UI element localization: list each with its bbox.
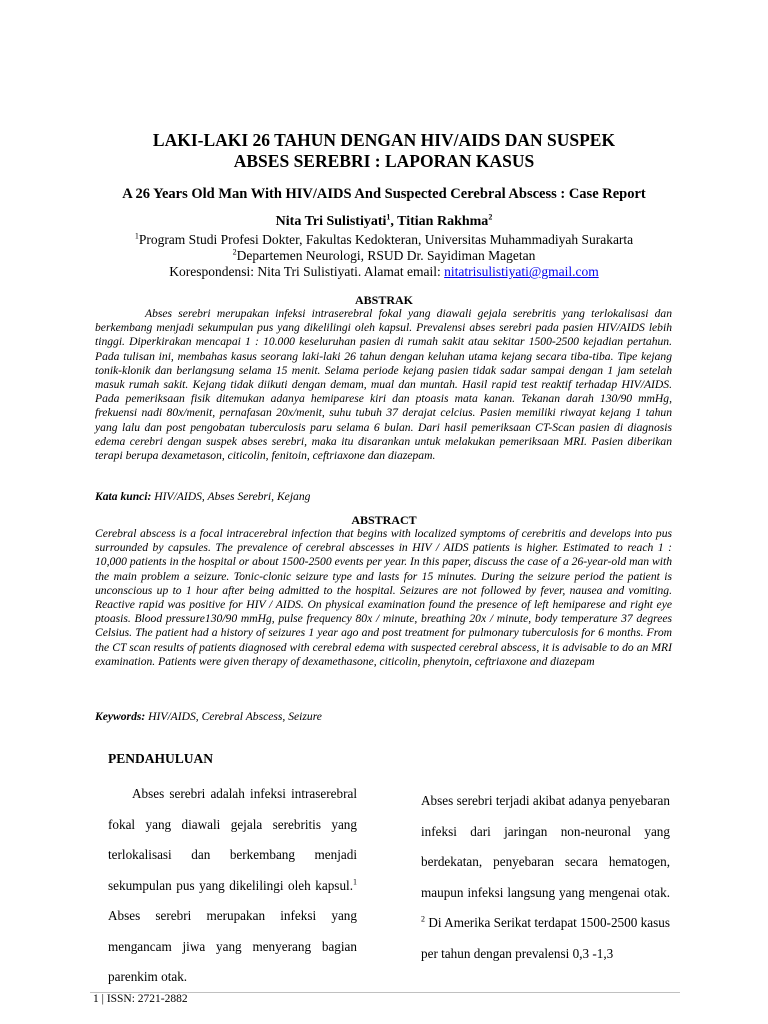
section-heading-pendahuluan: PENDAHULUAN [108,751,214,766]
kata-kunci [95,490,672,503]
affil-2-text: Departemen Neurologi, RSUD Dr. Sayidiman Magetan [236,248,536,263]
correspondence [0,264,768,280]
intro-left-column [108,779,357,993]
citation-2: 2 [421,914,425,924]
kata-kunci-label: Kata kunci: [95,490,152,503]
intro-right-column [421,786,670,969]
issn: ISSN: 2721-2882 [106,993,188,1005]
paper-title [0,130,768,172]
kata-kunci-text: HIV/AIDS, Abses Serebri, Kejang [151,490,311,503]
affil-1-text: Program Studi Profesi Dokter, Fakultas Kedokteran, Universitas Muhammadiyah Surakarta [138,232,634,247]
keywords [95,710,672,723]
author-list [0,214,768,230]
intro-right-text-a: Abses serebri terjadi akibat adanya penyebaran infeksi dari jaringan non-neuronal yang berdekatan, penyebaran secara hematogen, maupun infeksi langsung yang mengenai otak. [421,793,670,900]
abstrak-body: Abses serebri merupakan infeksi intraserebral fokal yang diawali gejala serebritis yang terlokalisasi dan berkembang menjadi sekumpulan pus yang dikelilingi oleh kapsul. Prevalensi abses serebri pada pasien HIV/AIDS lebih tinggi. Diperkirakan mencapai 1 : 10.000 keseluruhan pasien di rumah sakit atau sekitar 1500-2500 kejadian pertahun. Pada tulisan ini, membahas kasus seorang laki-laki 26 tahun dengan keluhan utama kejang secara tiba-tiba. Tipe kejang tonik-klonik dan berlangsung selama 15 menit. Selama periode kejang pasien tidak sadar sampai dengan 1 jam setelah masuk rumah sakit. Kejang tidak diikuti dengan demam, mual dan muntah. Hasil rapid test reaktif terhadap HIV/AIDS. Pada pemeriksaan fisik ditemukan adanya hemiparese kiri dan ptoasis mata kanan. Tekanan darah 130/90 mmHg, frekuensi nadi 80x/menit, pernafasan 20x/menit, suhu tubuh 37 derajat celcius. Pasien memiliki riwayat kejang 1 tahun yang lalu dan post pengobatan tuberculosis paru selama 6 bulan. Dari hasil pemeriksaan CT-Scan pasien di diagnosis edema cerebri dengan suspek abses serebri, maka itu disarankan untuk melakukan pemeriksaan MRI. Pasien diberikan terapi berupa dexametason, citicolin, fenitoin, ceftriaxone dan diazepam. [95,307,672,463]
correspondence-label: Korespondensi: Nita Tri Sulistiyati. Alamat email: [169,264,445,279]
author-separator: , [390,214,398,229]
intro-left-text-b: Abses serebri merupakan infeksi yang mengancam jiwa yang menyerang bagian parenkim otak. [108,908,357,984]
keywords-label: Keywords: [95,710,146,723]
paper-subtitle: A 26 Years Old Man With HIV/AIDS And Suspected Cerebral Abscess : Case Report [122,186,646,202]
affil-2-mark: 2 [232,247,237,257]
author-1-affil-mark: 1 [386,212,391,222]
citation-1: 1 [353,877,357,887]
affil-1-mark: 1 [134,231,139,241]
footer-separator: | [98,993,107,1005]
intro-right-text-b: Di Amerika Serikat terdapat 1500-2500 kasus per tahun dengan prevalensi 0,3 -1,3 [421,915,670,961]
title-line-2: ABSES SEREBRI : LAPORAN KASUS [233,151,535,171]
abstract-heading: ABSTRACT [351,513,417,527]
affiliation-2 [0,248,768,264]
author-2: Titian Rakhma [397,214,489,229]
abstract-body: Cerebral abscess is a focal intracerebral infection that begins with localized symptoms of cerebritis and develops into pus surrounded by capsules. The prevalence of cerebral abscesses in HIV / AIDS patients is higher. Estimated to reach 1 : 10,000 patients in the hospital or about 1500-2500 events per year. In this paper, discuss the case of a 26-year-old man with the main problem a seizure. Tonic-clonic seizure type and lasts for 15 minutes. During the seizure period the patient is unconscious up to 1 hour after being admitted to the hospital. Seizures are not followed by fever, nausea and vomiting. Reactive rapid was positive for HIV / AIDS. On physical examination found the presence of left hemiparese and right eye ptoasis. Blood pressure130/90 mmHg, pulse frequency 80x / minute, breathing 20x / minute, body temperature 37 degrees Celsius. The patient had a history of seizures 1 year ago and post treatment for pulmonary tuberculosis for 6 months. From the CT scan results of patients diagnosed with cerebral edema with suspected cerebral abscess, it is advisable to do an MRI examination. Patients were given therapy of dexamethasone, citicolin, phenytoin, ceftriaxone and diazepam [95,527,672,668]
email-link[interactable]: nitatrisulistiyati@gmail.com [444,264,599,279]
page-footer [93,993,188,1005]
author-2-affil-mark: 2 [488,212,493,222]
affiliation-1 [0,232,768,248]
title-line-1: LAKI-LAKI 26 TAHUN DENGAN HIV/AIDS DAN SUSPEK [152,130,616,150]
keywords-text: HIV/AIDS, Cerebral Abscess, Seizure [145,710,322,723]
abstrak-heading: ABSTRAK [354,293,413,307]
page-number: 1 [93,993,99,1005]
author-1: Nita Tri Sulistiyati [275,214,387,229]
intro-left-text-a: Abses serebri adalah infeksi intraserebral fokal yang diawali gejala serebritis yang terlokalisasi dan berkembang menjadi sekumpulan pus yang dikelilingi oleh kapsul. [108,786,357,893]
